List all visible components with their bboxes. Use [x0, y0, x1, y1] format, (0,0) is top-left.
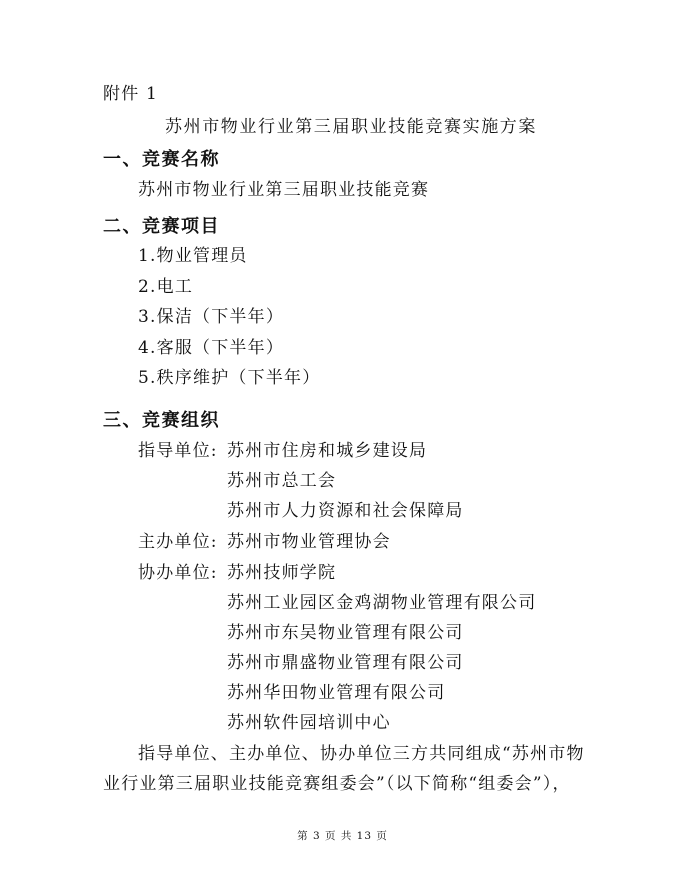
competition-item: 2.电工: [138, 277, 194, 297]
competition-item: 5.秩序维护（下半年）: [138, 368, 321, 388]
page-middle: 页 共: [324, 830, 353, 842]
co-unit: 苏州软件园培训中心: [227, 713, 391, 733]
co-units-label: 协办单位:: [138, 563, 218, 583]
co-unit: 苏州工业园区金鸡湖物业管理有限公司: [227, 593, 537, 613]
guide-unit: 苏州市总工会: [227, 471, 337, 491]
document-title: 苏州市物业行业第三届职业技能竞赛实施方案: [165, 117, 537, 137]
host-units-label: 主办单位:: [138, 532, 218, 552]
guide-unit: 苏州市住房和城乡建设局: [227, 441, 428, 461]
attachment-label: 附件 1: [103, 84, 159, 104]
page-number-footer: [0, 829, 685, 843]
page-total: 13: [356, 830, 373, 842]
competition-name-text: 苏州市物业行业第三届职业技能竞赛: [138, 180, 430, 200]
co-unit: 苏州华田物业管理有限公司: [227, 683, 446, 703]
section-heading-competition-name: 一、竞赛名称: [103, 149, 220, 170]
competition-item: 1.物业管理员: [138, 246, 248, 266]
page-prefix: 第: [297, 830, 309, 842]
co-unit: 苏州市鼎盛物业管理有限公司: [227, 653, 464, 673]
section-heading-competition-organization: 三、竞赛组织: [103, 410, 220, 431]
organization-paragraph-line: 业行业第三届职业技能竞赛组委会”（以下简称“组委会”），: [103, 774, 571, 794]
section-heading-competition-items: 二、竞赛项目: [103, 216, 220, 237]
competition-item: 4.客服（下半年）: [138, 338, 285, 358]
page-suffix: 页: [376, 830, 388, 842]
co-unit: 苏州技师学院: [227, 563, 337, 583]
guide-unit: 苏州市人力资源和社会保障局: [227, 501, 464, 521]
co-unit: 苏州市东吴物业管理有限公司: [227, 623, 464, 643]
organization-paragraph-line: 指导单位、主办单位、协办单位三方共同组成“苏州市物: [138, 744, 585, 764]
page-current: 3: [312, 830, 321, 842]
host-unit: 苏州市物业管理协会: [227, 532, 391, 552]
guide-units-label: 指导单位:: [138, 441, 218, 461]
competition-item: 3.保洁（下半年）: [138, 307, 285, 327]
